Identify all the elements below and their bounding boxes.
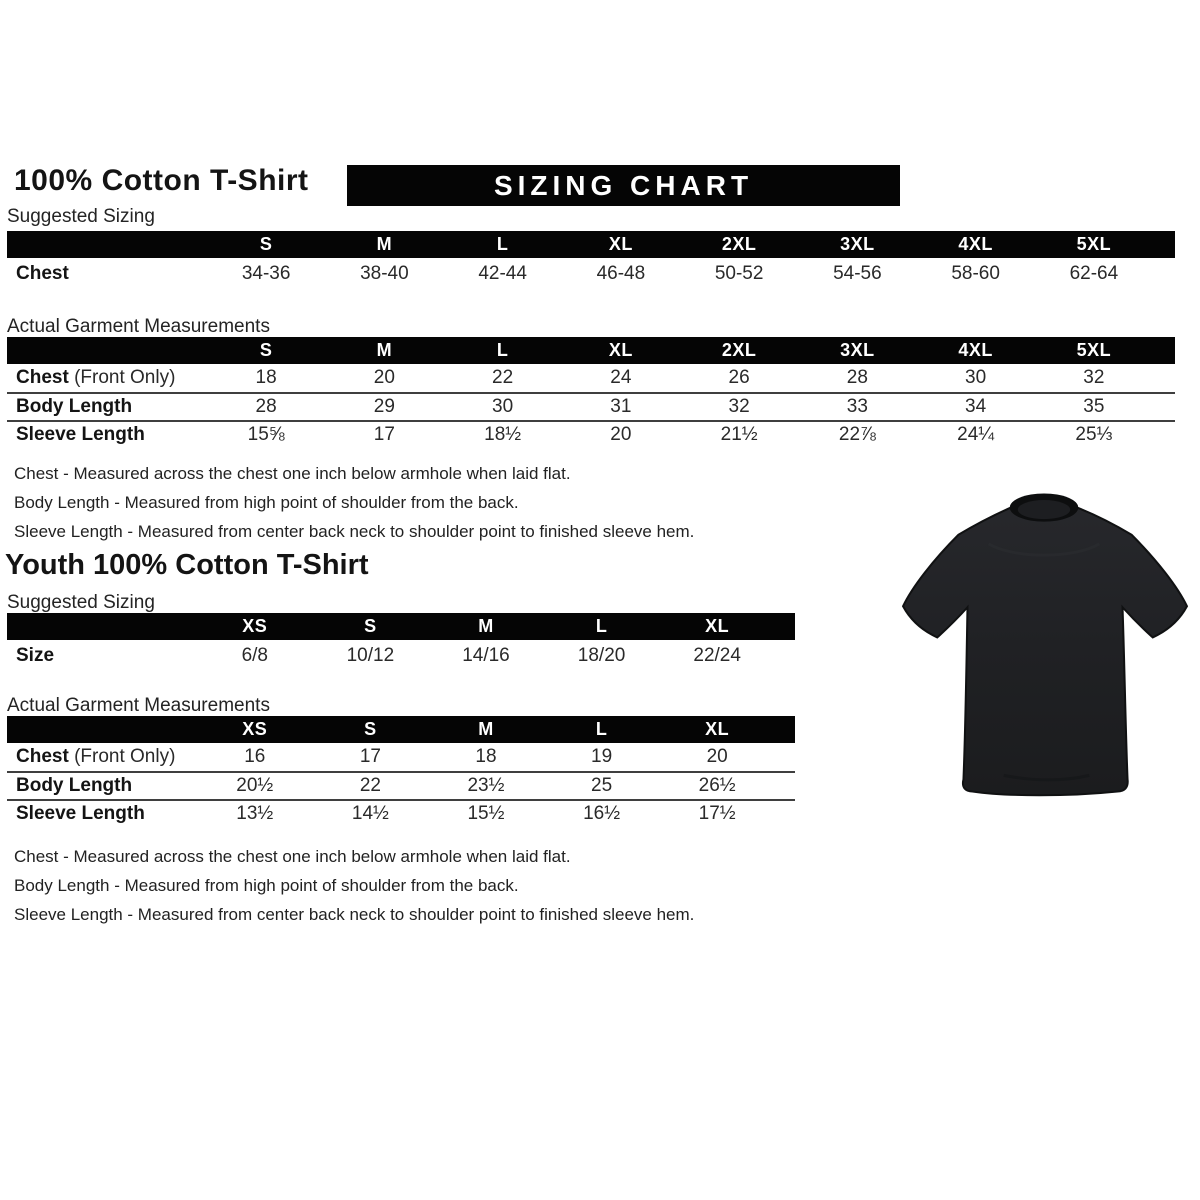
table-cell: 34-36 [241, 262, 291, 284]
table-cell: 18 [255, 367, 277, 388]
table-cell: 15⅝ [247, 424, 285, 445]
table-cell: 18/20 [577, 644, 626, 666]
row-label: Size [16, 644, 55, 666]
column-header: S [364, 616, 377, 636]
table-cell: 30 [492, 396, 514, 417]
page-title: 100% Cotton T-Shirt [14, 164, 309, 197]
note-body-length: Body Length - Measured from high point of shoulder from the back. [14, 876, 519, 895]
column-header: 3XL [840, 340, 875, 360]
youth-suggested-sizing-table [7, 613, 795, 671]
table-row [7, 392, 1175, 420]
column-header: XL [608, 340, 633, 360]
table-row [7, 364, 1175, 392]
table-cell: 16½ [583, 803, 621, 824]
adult-measurement-notes [14, 459, 694, 546]
adult-suggested-sizing-label: Suggested Sizing [7, 206, 155, 227]
table-cell: 18 [475, 746, 497, 767]
table-cell: 32 [728, 396, 750, 417]
table-cell: 26 [728, 367, 750, 388]
table-cell: 58-60 [951, 262, 1000, 284]
column-header: L [595, 719, 608, 739]
note-chest: Chest - Measured across the chest one inch below armhole when laid flat. [14, 847, 571, 866]
column-header: S [259, 340, 273, 360]
table-cell: 20 [610, 424, 632, 445]
table-cell: 25⅓ [1075, 424, 1113, 445]
youth-measurement-notes [14, 842, 694, 929]
note-body-length: Body Length - Measured from high point of shoulder from the back. [14, 493, 519, 512]
table-cell: 32 [1083, 367, 1105, 388]
column-header: XL [608, 234, 633, 254]
column-header: M [478, 616, 494, 636]
table-cell: 20 [706, 746, 728, 767]
table-cell: 14½ [351, 803, 389, 824]
column-header: XL [705, 616, 730, 636]
column-header: 2XL [721, 234, 757, 254]
youth-measurements-label: Actual Garment Measurements [7, 695, 270, 716]
table-header-row [7, 337, 1175, 364]
adult-measurements-table [7, 337, 1175, 448]
table-cell: 33 [846, 396, 868, 417]
column-header: S [259, 234, 273, 254]
column-header: S [364, 719, 377, 739]
youth-measurements-table [7, 716, 795, 827]
table-cell: 17 [373, 424, 395, 445]
table-cell: 22 [359, 775, 381, 796]
sizing-chart-banner: SIZING CHART [347, 165, 900, 206]
column-header: 3XL [840, 234, 875, 254]
column-header: L [595, 616, 608, 636]
table-cell: 22 [492, 367, 514, 388]
row-label: Body Length [16, 396, 133, 417]
black-tshirt-photo [893, 483, 1195, 811]
table-cell: 17 [359, 746, 381, 767]
table-cell: 28 [846, 367, 868, 388]
row-label: Body Length [16, 775, 133, 796]
table-cell: 31 [610, 396, 632, 417]
youth-title: Youth 100% Cotton T-Shirt [5, 549, 369, 581]
adult-suggested-sizing-table [7, 231, 1175, 289]
row-label: Sleeve Length [16, 424, 145, 445]
table-cell: 15½ [467, 803, 505, 824]
column-header: XS [242, 616, 268, 636]
column-header: 4XL [958, 340, 993, 360]
row-label: Chest [16, 262, 69, 284]
table-cell: 17½ [698, 803, 736, 824]
column-header: XS [242, 719, 268, 739]
table-cell: 10/12 [346, 644, 395, 666]
table-cell: 23½ [467, 775, 505, 796]
column-header: XL [705, 719, 730, 739]
table-cell: 50-52 [714, 262, 764, 284]
table-cell: 19 [591, 746, 613, 767]
table-header-row [7, 613, 795, 640]
row-label: Chest (Front Only) [16, 746, 176, 767]
tshirt-icon [893, 483, 1195, 811]
table-row [7, 258, 1175, 289]
column-header: 5XL [1076, 234, 1112, 254]
table-cell: 22⅞ [838, 424, 876, 445]
table-cell: 29 [373, 396, 395, 417]
column-header: L [496, 234, 509, 254]
table-cell: 14/16 [462, 644, 510, 666]
table-row [7, 771, 795, 799]
column-header: L [496, 340, 509, 360]
table-cell: 54-56 [833, 262, 882, 284]
table-cell: 28 [255, 396, 277, 417]
table-cell: 26½ [698, 775, 736, 796]
table-row [7, 640, 795, 671]
table-cell: 25 [591, 775, 613, 796]
table-cell: 46-48 [596, 262, 646, 284]
note-sleeve-length: Sleeve Length - Measured from center back neck to shoulder point to finished sleeve hem. [14, 522, 695, 541]
table-cell: 24 [610, 367, 632, 388]
table-cell: 13½ [236, 803, 274, 824]
table-cell: 22/24 [693, 644, 741, 666]
column-header: M [376, 234, 393, 254]
table-cell: 20½ [236, 775, 274, 796]
table-cell: 35 [1083, 396, 1105, 417]
adult-measurements-label: Actual Garment Measurements [7, 316, 270, 337]
table-cell: 24¼ [957, 424, 995, 445]
row-label: Sleeve Length [16, 803, 145, 824]
column-header: M [478, 719, 494, 739]
table-cell: 34 [965, 396, 987, 417]
table-cell: 30 [965, 367, 987, 388]
table-cell: 18½ [484, 424, 522, 445]
table-cell: 16 [244, 746, 266, 767]
youth-suggested-sizing-label: Suggested Sizing [7, 592, 155, 613]
note-sleeve-length: Sleeve Length - Measured from center back neck to shoulder point to finished sleeve hem. [14, 905, 695, 924]
table-row [7, 743, 795, 771]
column-header: 5XL [1076, 340, 1112, 360]
column-header: M [376, 340, 393, 360]
table-header-row [7, 231, 1175, 258]
table-header-row [7, 716, 795, 743]
column-header: 4XL [958, 234, 993, 254]
note-chest: Chest - Measured across the chest one inch below armhole when laid flat. [14, 464, 571, 483]
table-cell: 6/8 [241, 644, 268, 666]
table-row [7, 420, 1175, 448]
row-label: Chest (Front Only) [16, 367, 176, 388]
table-cell: 62-64 [1069, 262, 1119, 284]
table-cell: 38-40 [360, 262, 409, 284]
table-cell: 20 [373, 367, 395, 388]
table-row [7, 799, 795, 827]
column-header: 2XL [721, 340, 757, 360]
table-cell: 42-44 [478, 262, 527, 284]
table-cell: 21½ [720, 424, 758, 445]
